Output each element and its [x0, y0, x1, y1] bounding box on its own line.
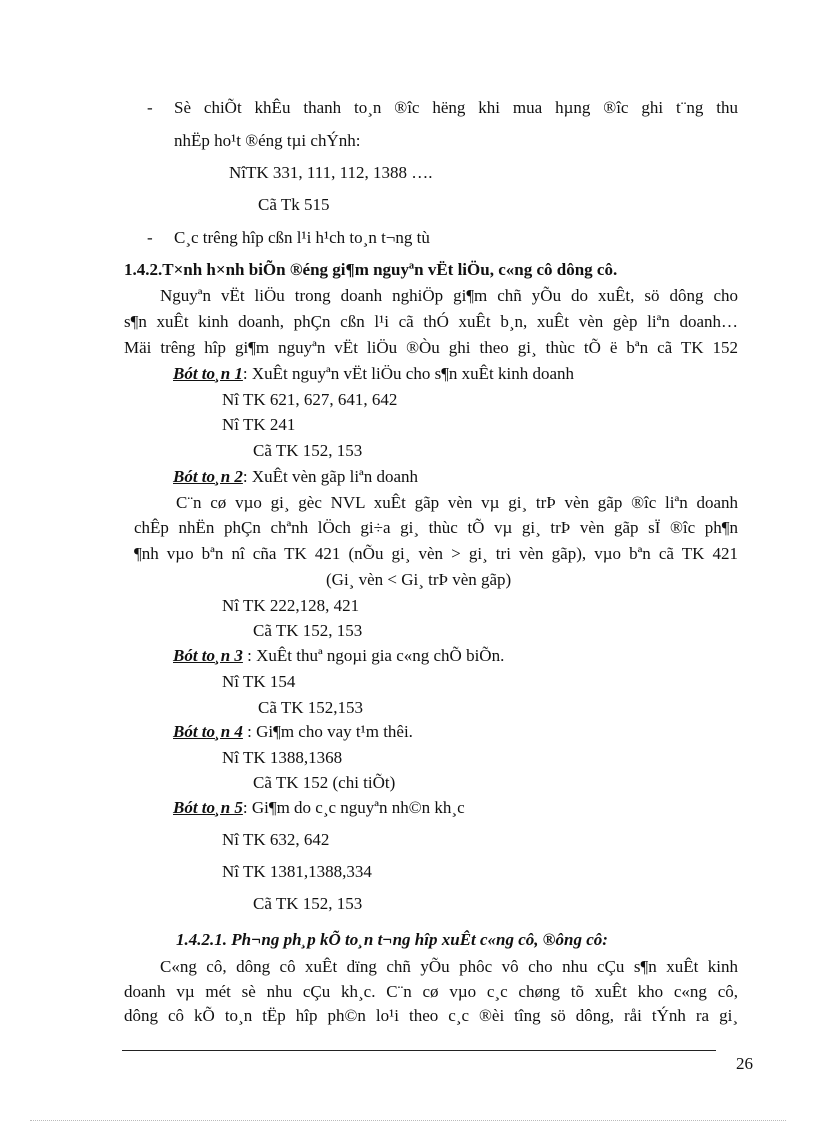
entry-2 [173, 467, 418, 487]
para-2-line-3: ¶nh vµo bªn nî cña TK 421 (nÕu gi¸ vèn > gi¸ tri vèn gãp), vµo bªn cã TK 421 [134, 544, 738, 563]
line-l2: nhËp ho¹t ®éng tµi chÝnh: [174, 131, 361, 150]
entry-3-label: Bót to¸n 3 [173, 646, 243, 665]
entry-1-debit-1: Nî TK 621, 627, 641, 642 [222, 390, 398, 409]
entry-4-credit: Cã TK 152 (chi tiÕt) [253, 773, 396, 792]
entry-1-credit: Cã TK 152, 153 [253, 441, 363, 460]
para-1-line-1: Nguyªn vËt liÖu trong doanh nghiÖp gi¶m chñ yÕu do xuÊt, sö dông cho [160, 286, 738, 305]
entry-2-debit: Nî TK 222,128, 421 [222, 596, 360, 615]
entry-1-text: : XuÊt nguyªn vËt liÖu cho s¶n xuÊt kinh doanh [242, 364, 575, 383]
para-3-line-2: doanh vµ mét sè nhu cÇu kh¸c. C¨n cø vµo c¸c chøng tõ xuÊt kho c«ng cô, [124, 982, 738, 1001]
entry-5-debit-1: Nî TK 632, 642 [222, 830, 330, 849]
bullet-1: - [147, 98, 153, 117]
entry-2-text: : XuÊt vèn gãp liªn doanh [242, 467, 419, 486]
line-l1: Sè chiÕt khÊu thanh to¸n ®îc hëng khi mua hµng ®îc ghi t¨ng thu [174, 98, 738, 117]
page-number: 26 [736, 1054, 753, 1073]
line-l4: Cã Tk 515 [258, 195, 330, 214]
line-l5: C¸c trêng hîp cßn l¹i h¹ch to¸n t¬ng tù [174, 228, 430, 247]
entry-1-debit-2: Nî TK 241 [222, 415, 296, 434]
para-2-line-2: chÊp nhËn phÇn chªnh lÖch gi÷a gi¸ thùc tÕ vµ gi¸ trÞ vèn gãp sÏ ®îc ph¶n [134, 518, 738, 537]
entry-2-credit: Cã TK 152, 153 [253, 621, 363, 640]
entry-3-debit: Nî TK 154 [222, 672, 296, 691]
para-3-line-1: C«ng cô, dông cô xuÊt dïng chñ yÕu phôc vô cho nhu cÇu s¶n xuÊt kinh [160, 957, 738, 976]
entry-3-credit: Cã TK 152,153 [258, 698, 363, 717]
entry-5-label: Bót to¸n 5 [173, 798, 243, 817]
para-3-line-3: dông cô kÕ to¸n tËp hîp ph©n lo¹i theo c¸c ®èi tîng sö dông, råi tÝnh ra gi¸ [124, 1006, 738, 1025]
para-2-line-1: C¨n cø vµo gi¸ gèc NVL xuÊt gãp vèn vµ gi¸ trÞ vèn gãp ®îc liªn doanh [176, 493, 738, 512]
para-2-line-4: (Gi¸ vèn < Gi¸ trÞ vèn gãp) [326, 570, 512, 589]
entry-5-text: : Gi¶m do c¸c nguyªn nh©n kh¸c [242, 798, 465, 817]
entry-4-label: Bót to¸n 4 [173, 722, 243, 741]
page-edge-dots [30, 1120, 786, 1121]
para-1-line-2: s¶n xuÊt kinh doanh, phÇn cßn l¹i cã thÓ xuÊt b¸n, xuÊt vèn gèp liªn doanh… [124, 312, 738, 331]
entry-2-label: Bót to¸n 2 [173, 467, 243, 486]
bullet-2: - [147, 228, 153, 247]
entry-1-label: Bót to¸n 1 [173, 364, 243, 383]
entry-5-credit: Cã TK 152, 153 [253, 894, 363, 913]
entry-4-debit: Nî TK 1388,1368 [222, 748, 343, 767]
entry-4 [173, 722, 413, 742]
footer-rule [122, 1050, 716, 1051]
entry-4-text: : Gi¶m cho vay t¹m thêi. [242, 722, 413, 741]
entry-5-debit-2: Nî TK 1381,1388,334 [222, 862, 372, 881]
para-1-line-3: Mäi trêng hîp gi¶m nguyªn vËt liÖu ®Òu ghi theo gi¸ thùc tÕ ë bªn cã TK 152 [124, 338, 738, 357]
line-l3: NîTK 331, 111, 112, 1388 …. [229, 163, 433, 182]
entry-3 [173, 646, 504, 666]
entry-1 [173, 364, 574, 384]
entry-5 [173, 798, 465, 818]
section-heading-1-4-2-1: 1.4.2.1. Ph¬ng ph¸p kÕ to¸n t¬ng hîp xuÊt c«ng cô, ®ông cô: [176, 930, 608, 949]
section-heading-1-4-2: 1.4.2.T×nh h×nh biÕn ®éng gi¶m nguyªn vËt liÖu, c«ng cô dông cô. [124, 260, 618, 279]
entry-3-text: : XuÊt thuª ngoµi gia c«ng chÕ biÕn. [242, 646, 505, 665]
